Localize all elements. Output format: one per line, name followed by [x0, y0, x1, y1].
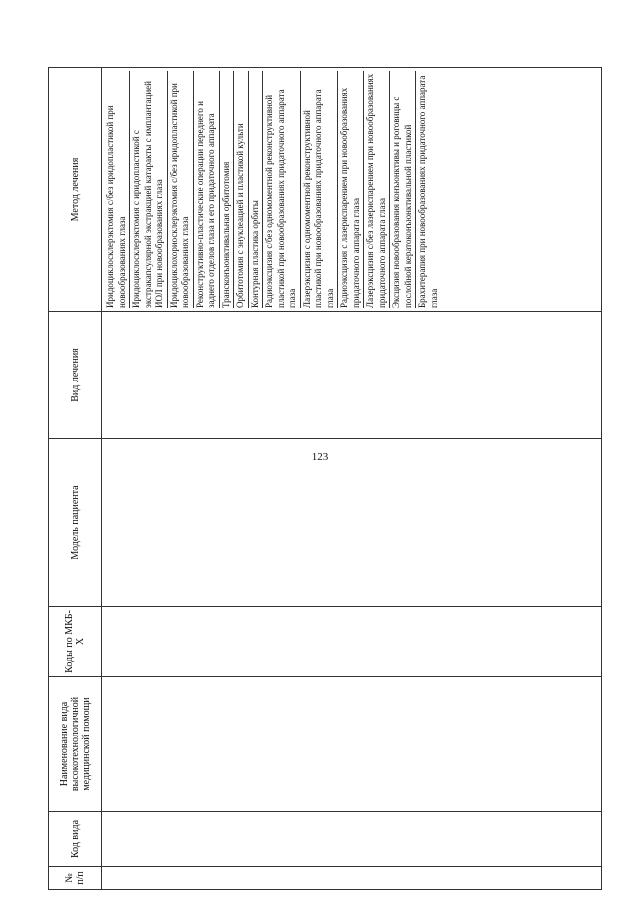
- method-item: Орбитотомия с энуклеацией и пластикой культи: [233, 71, 248, 308]
- table-header-row: [49, 68, 102, 890]
- cell-code: [102, 812, 602, 867]
- method-item: Радиоэксцизия с лазериспарением при новообразованиях придаточного аппарата глаза: [337, 71, 363, 308]
- method-item: Трансконъюнктивальная орбитотомия: [219, 71, 234, 308]
- method-item: Лазерэксцизия с/без лазериспарением при новообразованиях придаточного аппарата глаза: [363, 71, 389, 308]
- header-code: Код вида: [49, 812, 102, 867]
- method-item: Иридоциклохориосклерэктомия с/без иридопластикой при новообразованиях глаза: [167, 71, 193, 308]
- method-item: Иридоциклосклерэктомия с/без иридопластикой при новообразованиях глаза: [105, 105, 127, 308]
- cell-icd: [102, 607, 602, 677]
- header-num: № п/п: [49, 867, 102, 890]
- header-patient-model: Модель пациента: [49, 439, 102, 607]
- cell-patient-model: [102, 439, 602, 607]
- method-item: Лазерэксцизия с одномоментной реконструктивной пластикой при новообразованиях придаточного аппарата глаза: [300, 71, 338, 308]
- method-item: Контурная пластика орбиты: [248, 71, 263, 308]
- cell-num: [102, 867, 602, 890]
- rotated-page-content: [48, 68, 602, 890]
- header-method: Метод лечения: [49, 68, 102, 312]
- method-item: Радиоэксцизия с/без одномоментной реконструктивной пластикой при новообразованиях придаточного аппарата глаза: [262, 71, 300, 308]
- table-row: [102, 68, 602, 890]
- method-item: Иридоциклосклерэктомия с иридопластикой с экстракапсулярной экстракцией катаракты с имплантацией ИОЛ при новообразованиях глаза: [129, 71, 167, 308]
- header-treatment-type: Вид лечения: [49, 312, 102, 439]
- page-number: 123: [311, 451, 329, 463]
- cell-treatment-type: [102, 312, 602, 439]
- method-item: Брахитерапия при новообразованиях придаточного аппарата глаза: [415, 71, 441, 308]
- method-item: Реконструктивно-пластические операции переднего и заднего отделов глаза и его придаточного аппарата: [193, 71, 219, 308]
- treatment-table: [48, 67, 602, 890]
- method-item: Эксцизия новообразования конъюнктивы и роговицы с послойной кератоконъюнктивальной пластикой: [389, 71, 415, 308]
- cell-method: [102, 68, 602, 312]
- rotated-table-container: [48, 68, 602, 890]
- header-icd: Коды по МКБ-X: [49, 607, 102, 677]
- cell-name: [102, 677, 602, 812]
- header-name: Наименование вида высокотехнологичной медицинской помощи: [49, 677, 102, 812]
